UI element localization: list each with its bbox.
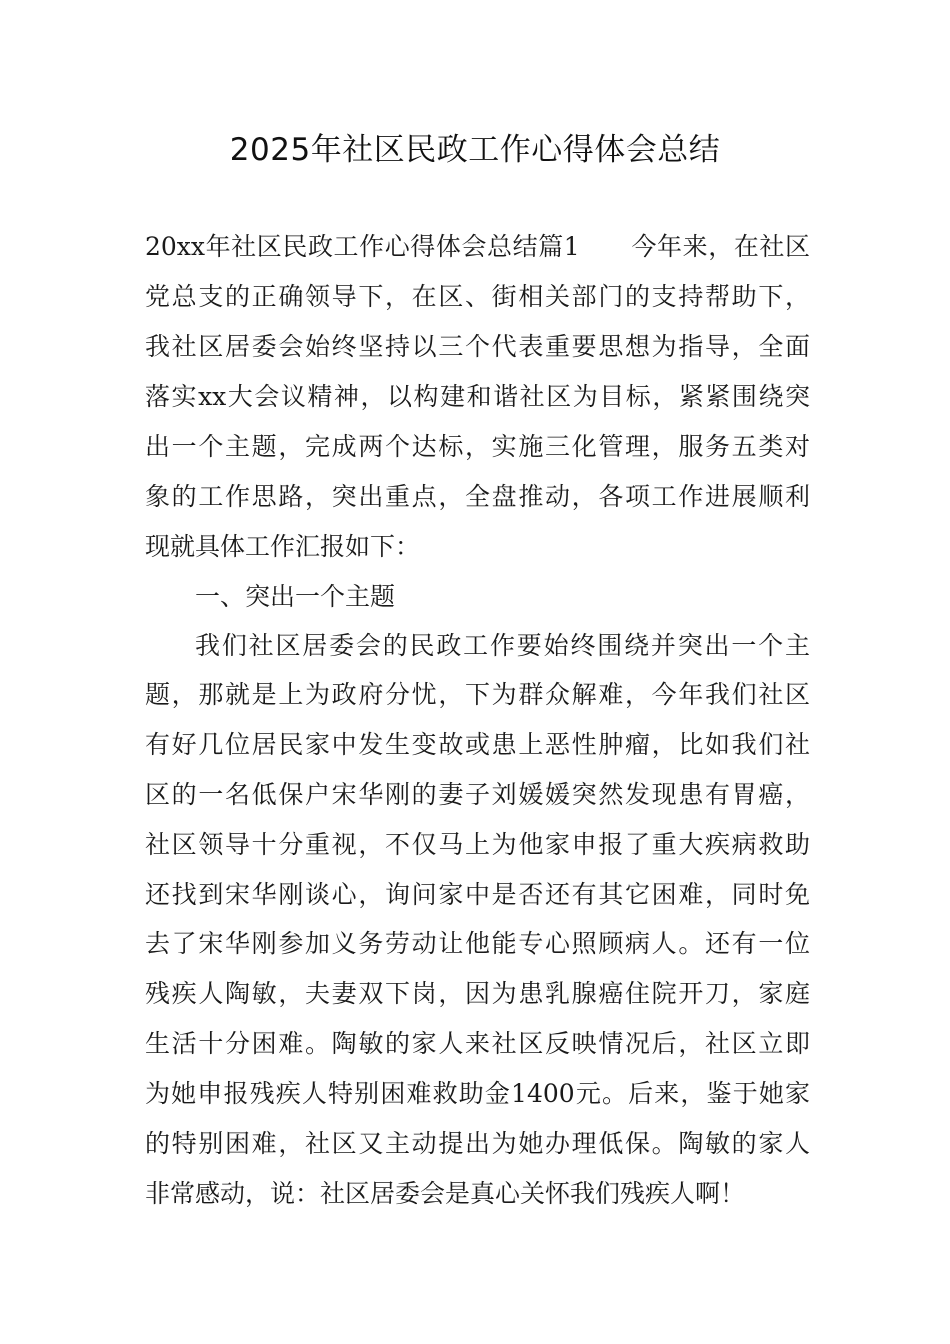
- paragraph-line: 残疾人陶敏，夫妻双下岗，因为患乳腺癌住院开刀，家庭: [145, 979, 810, 1008]
- paragraph-line: 20xx年社区民政工作心得体会总结篇1 今年来，在社区: [145, 232, 810, 261]
- document-title: 2025年社区民政工作心得体会总结: [229, 132, 721, 168]
- paragraph-line: 党总支的正确领导下，在区、街相关部门的支持帮助下，: [145, 282, 810, 311]
- paragraph-line: 题，那就是上为政府分忧，下为群众解难，今年我们社区: [145, 680, 810, 709]
- paragraph-line: 有好几位居民家中发生变故或患上恶性肿瘤，比如我们社: [145, 730, 810, 759]
- paragraph-line: 落实xx大会议精神，以构建和谐社区为目标，紧紧围绕突: [145, 382, 810, 411]
- paragraph-line: 为她申报残疾人特别困难救助金1400元。后来，鉴于她家: [145, 1079, 810, 1108]
- paragraph-line: 象的工作思路，突出重点，全盘推动，各项工作进展顺利: [145, 482, 810, 511]
- paragraph-line: 现就具体工作汇报如下：: [145, 532, 421, 561]
- section-heading: 一、突出一个主题: [195, 582, 396, 611]
- paragraph-line: 生活十分困难。陶敏的家人来社区反映情况后，社区立即: [145, 1029, 810, 1058]
- paragraph-line: 区的一名低保户宋华刚的妻子刘媛媛突然发现患有胃癌，: [145, 780, 810, 809]
- paragraph-line: 我们社区居委会的民政工作要始终围绕并突出一个主: [195, 631, 810, 660]
- paragraph-line: 的特别困难，社区又主动提出为她办理低保。陶敏的家人: [145, 1129, 810, 1158]
- paragraph-line: 出一个主题，完成两个达标，实施三化管理，服务五类对: [145, 432, 810, 461]
- paragraph-line: 还找到宋华刚谈心，询问家中是否还有其它困难，同时免: [145, 880, 810, 909]
- paragraph-line: 非常感动，说：社区居委会是真心关怀我们残疾人啊！: [145, 1179, 746, 1208]
- paragraph-line: 我社区居委会始终坚持以三个代表重要思想为指导，全面: [145, 332, 810, 361]
- paragraph-line: 社区领导十分重视，不仅马上为他家申报了重大疾病救助: [145, 830, 810, 859]
- paragraph-line: 去了宋华刚参加义务劳动让他能专心照顾病人。还有一位: [145, 929, 810, 958]
